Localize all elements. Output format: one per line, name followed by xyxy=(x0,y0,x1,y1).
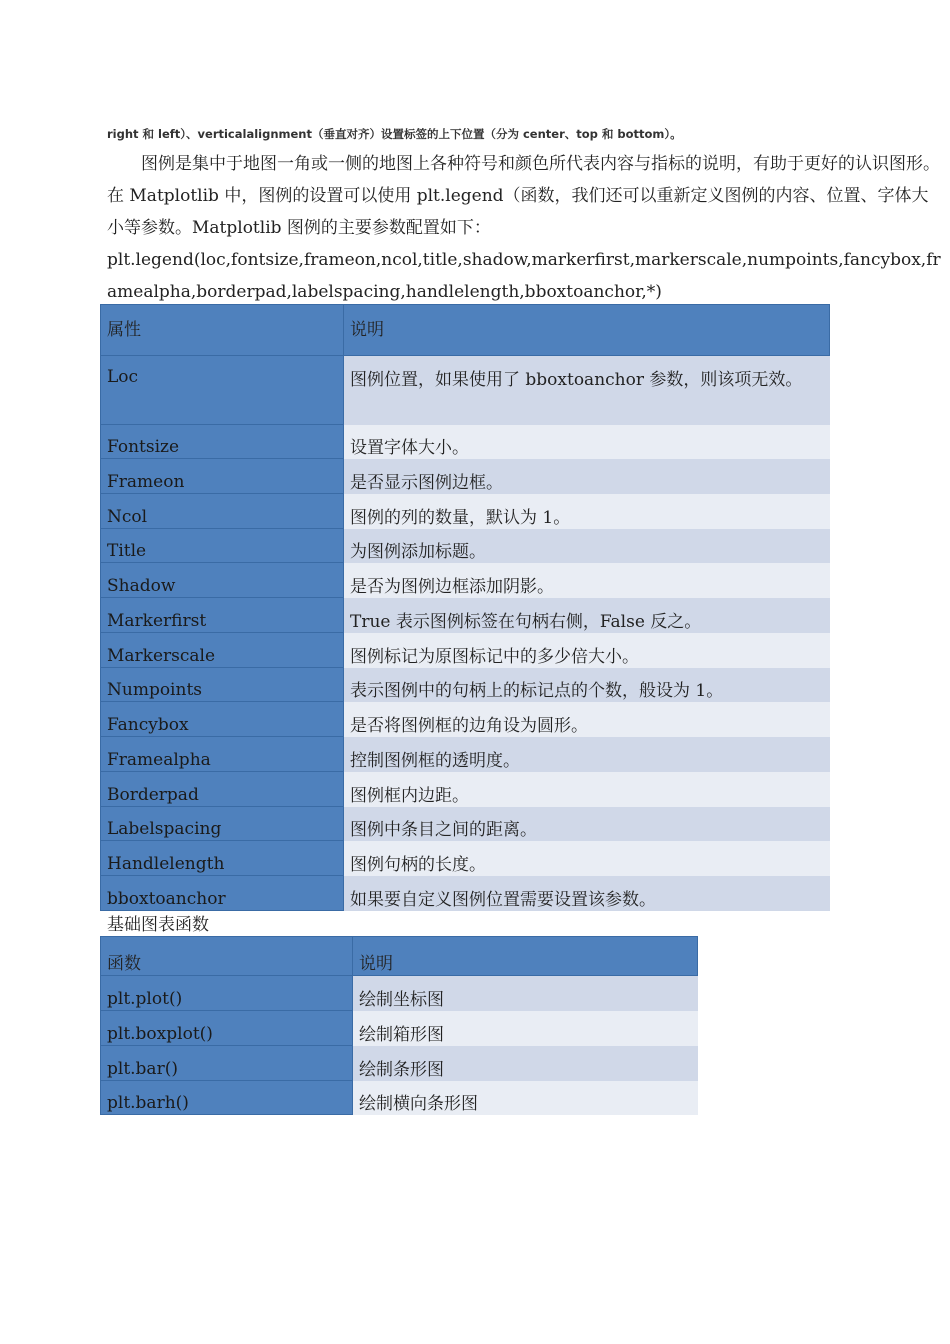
param-name: Frameon xyxy=(101,459,344,494)
param-description: 设置字体大小。 xyxy=(344,425,830,459)
function-name: plt.barh() xyxy=(101,1081,353,1115)
param-description: 控制图例框的透明度。 xyxy=(344,737,830,772)
function-name: plt.plot() xyxy=(101,976,353,1011)
param-name: Numpoints xyxy=(101,668,344,702)
param-name: Shadow xyxy=(101,563,344,598)
param-name: Title xyxy=(101,529,344,563)
legend-parameters-table xyxy=(100,304,830,911)
param-description: 图例的列的数量，默认为 1。 xyxy=(344,494,830,529)
table-row xyxy=(101,529,830,563)
table-header-row xyxy=(101,305,830,356)
table-row xyxy=(101,598,830,633)
function-name: plt.boxplot() xyxy=(101,1011,353,1046)
function-name: plt.bar() xyxy=(101,1046,353,1081)
param-description: 表示图例中的句柄上的标记点的个数，般设为 1。 xyxy=(344,668,830,702)
param-name: bboxtoanchor xyxy=(101,876,344,911)
param-name: Markerfirst xyxy=(101,598,344,633)
table-row xyxy=(101,976,698,1011)
table-row xyxy=(101,1046,698,1081)
param-description: True 表示图例标签在句柄右侧，False 反之。 xyxy=(344,598,830,633)
function-description: 绘制箱形图 xyxy=(353,1011,698,1046)
legend-description-paragraph: 图例是集中于地图一角或一侧的地图上各种符号和颜色所代表内容与指标的说明，有助于更好的认识图形。在 Matplotlib 中，图例的设置可以使用 plt.legend（函数，我们还可以重新定义图例的内容、位置、字体大小等参数。Matplotlib 图例的主要参数配置如下： xyxy=(107,154,940,238)
table-row xyxy=(101,702,830,737)
table-row xyxy=(101,633,830,668)
table-row xyxy=(101,876,830,911)
param-description: 如果要自定义图例位置需要设置该参数。 xyxy=(344,876,830,911)
param-description: 图例标记为原图标记中的多少倍大小。 xyxy=(344,633,830,668)
param-name: Framealpha xyxy=(101,737,344,772)
column-header-attribute: 属性 xyxy=(101,305,344,356)
param-name: Labelspacing xyxy=(101,807,344,841)
param-description: 图例中条目之间的距离。 xyxy=(344,807,830,841)
table-row xyxy=(101,563,830,598)
intro-line: right 和 left）、verticalalignment（垂直对齐）设置标签的上下位置（分为 center、top 和 bottom）。 xyxy=(107,127,682,141)
table-row xyxy=(101,356,830,425)
param-description: 是否将图例框的边角设为圆形。 xyxy=(344,702,830,737)
param-description: 是否为图例边框添加阴影。 xyxy=(344,563,830,598)
param-description: 图例句柄的长度。 xyxy=(344,841,830,876)
section-title: 基础图表函数 xyxy=(107,915,209,935)
table-row xyxy=(101,807,830,841)
function-description: 绘制条形图 xyxy=(353,1046,698,1081)
param-description: 是否显示图例边框。 xyxy=(344,459,830,494)
table-row xyxy=(101,772,830,807)
legend-signature-code: plt.legend(loc,fontsize,frameon,ncol,title,shadow,markerfirst,markerscale,numpoints,fancybox,framealpha,borderpad,labelspacing,handlelength,bboxtoanchor,*) xyxy=(107,250,941,302)
table-row xyxy=(101,1011,698,1046)
param-description: 为图例添加标题。 xyxy=(344,529,830,563)
table-header-row xyxy=(101,937,698,976)
column-header-description: 说明 xyxy=(353,937,698,976)
param-name: Markerscale xyxy=(101,633,344,668)
column-header-description: 说明 xyxy=(344,305,830,356)
table-row xyxy=(101,1081,698,1115)
param-description: 图例框内边距。 xyxy=(344,772,830,807)
column-header-function: 函数 xyxy=(101,937,353,976)
basic-chart-functions-table xyxy=(100,936,698,1115)
table-row xyxy=(101,668,830,702)
table-row xyxy=(101,737,830,772)
function-description: 绘制横向条形图 xyxy=(353,1081,698,1115)
param-name: Fontsize xyxy=(101,425,344,459)
function-description: 绘制坐标图 xyxy=(353,976,698,1011)
table-row xyxy=(101,841,830,876)
param-name: Fancybox xyxy=(101,702,344,737)
param-description: 图例位置，如果使用了 bboxtoanchor 参数，则该项无效。 xyxy=(344,356,830,425)
param-name: Handlelength xyxy=(101,841,344,876)
table-row xyxy=(101,425,830,459)
table-row xyxy=(101,494,830,529)
param-name: Loc xyxy=(101,356,344,425)
param-name: Borderpad xyxy=(101,772,344,807)
table-row xyxy=(101,459,830,494)
param-name: Ncol xyxy=(101,494,344,529)
